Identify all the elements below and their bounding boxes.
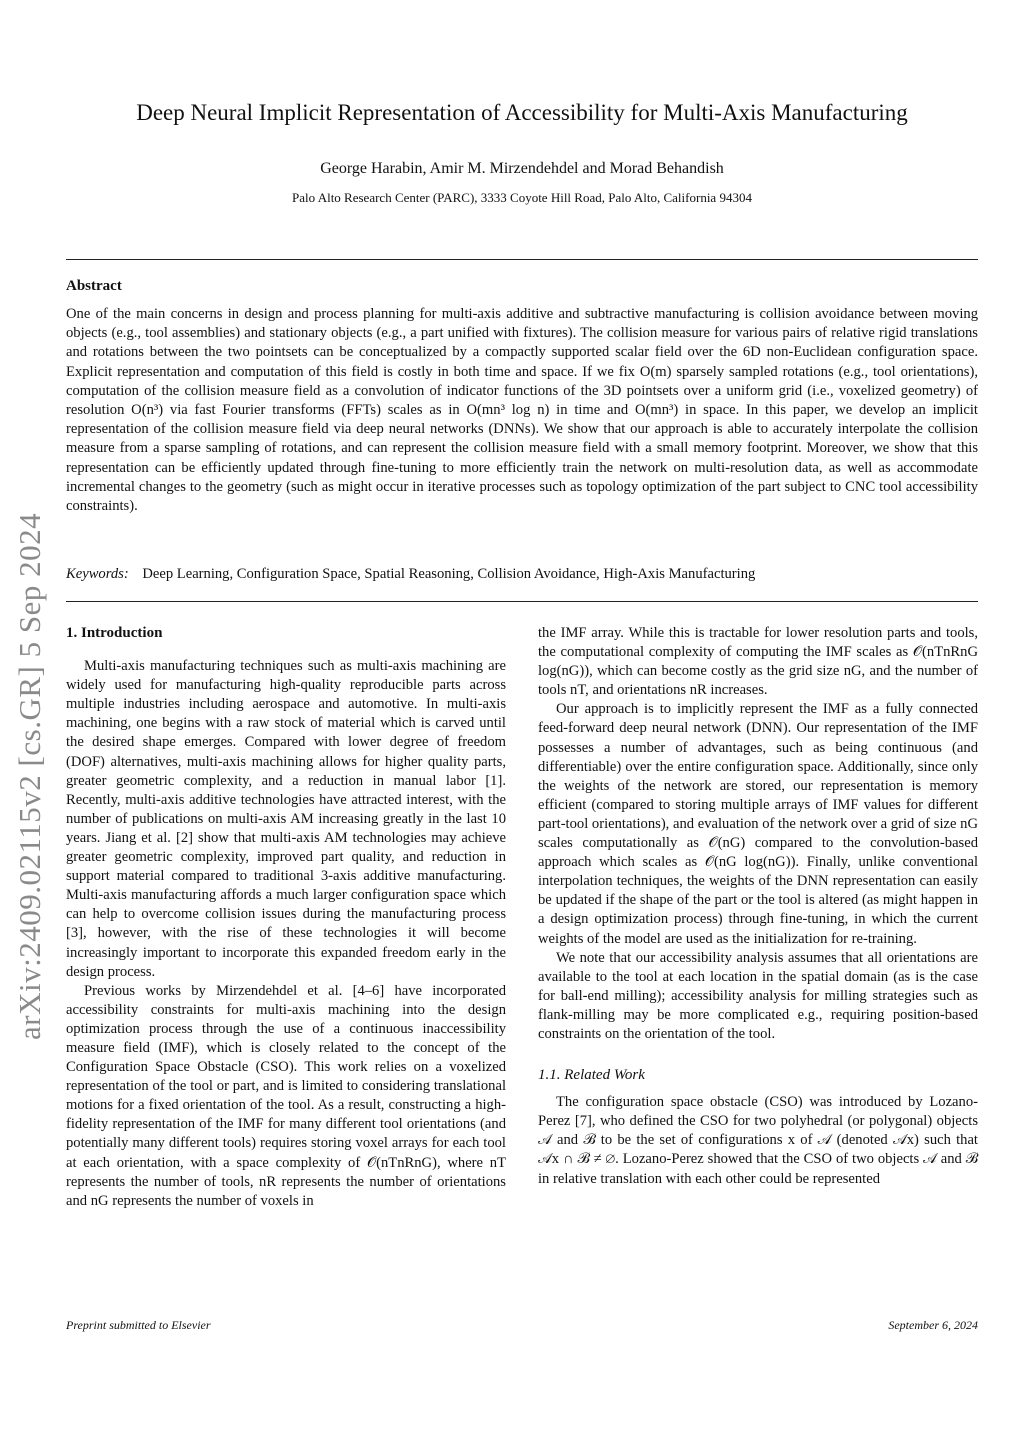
intro-paragraph-1: Multi-axis manufacturing techniques such as multi-axis machining are widely used for manufacturing high-quality reproducible parts across multiple industries including aerospace and automotive. In multi-axis machining, one begins with a raw stock of material which is carved until the desired shape emerges. Compared with lower degree of freedom (DOF) alternatives, multi-axis machining allows for higher quality parts, greater geometric complexity, and a reduction in manual labor [1]. Recently, multi-axis additive technologies have attracted interest, with the number of publications on multi-axis AM increasing greatly in the last 10 years. Jiang et al. [2] show that multi-axis AM technologies may achieve greater geometric complexity, improved part quality, and reduction in support material compared to traditional 3-axis additive manufacturing. Multi-axis manufacturing affords a much larger configuration space which can help to overcome collision issues during the manufacturing process [3], however, with the rise of these technologies it will become increasingly important to incorporate this expanded freedom early in the design process.	[66, 658, 506, 980]
intro-paragraph-4: Our approach is to implicitly represent the IMF as a fully connected feed-forward deep neural network (DNN). Our representation of the IMF possesses a number of advantages, such as being continuous (and differentiable) over the entire configuration space. Additionally, since only the weights of the network are stored, our representation is memory efficient (compared to storing multiple arrays of IMF values for different part-tool orientations), and evaluation of the network over a grid of size nG scales computationally as 𝒪(nG) compared to the convolution-based approach which scales as 𝒪(nG log(nG)). Finally, unlike conventional interpolation techniques, the weights of the DNN representation can easily be updated if the shape of the part or the tool is altered (as might happen in a design optimization process) through fine-tuning, in which the current weights of the model are used as the initialization for re-training.	[538, 701, 978, 947]
author-affiliation: Palo Alto Research Center (PARC), 3333 Coyote Hill Road, Palo Alto, California 94304	[292, 190, 752, 205]
abstract-bottom-rule	[66, 601, 978, 602]
abstract-body: One of the main concerns in design and process planning for multi-axis additive and subtractive manufacturing is collision avoidance between moving objects (e.g., tool assemblies) and stationary objects (e.g., a part unified with fixtures). The collision measure for various pairs of relative rigid translations and rotations between the two pointsets can be conceptualized by a compactly supported scalar field over the 6D non-Euclidean configuration space. Explicit representation and computation of this field is costly in both time and space. If we fix O(m) sparsely sampled rotations (e.g., tool orientations), computation of the collision measure field as a convolution of indicator functions of the 3D pointsets over a uniform grid (i.e., voxelized geometry) of resolution O(n³) via fast Fourier transforms (FFTs) scales as in O(mn³ log n) in time and O(mn³) in space. In this paper, we develop an implicit representation of the collision measure field via deep neural networks (DNNs). We show that our approach is able to accurately interpolate the collision measure from a sparse sampling of rotations, and can represent the collision measure field with a small memory footprint. Moreover, we show that this representation can be efficiently updated through fine-tuning to more efficiently train the network on multi-resolution data, as well as accommodate incremental changes to the geometry (such as might occur in iterative processes such as topology optimization of the part subject to CNC tool accessibility constraints).	[66, 306, 978, 515]
related-work-paragraph-1: The configuration space obstacle (CSO) was introduced by Lozano-Perez [7], who defined the CSO for two polyhedral (or polygonal) objects 𝒜 and ℬ to be the set of configurations x of 𝒜 (denoted 𝒜x) such that 𝒜x ∩ ℬ ≠ ∅. Lozano-Perez showed that the CSO of two objects 𝒜 and ℬ in relative translation with each other could be represented	[538, 1094, 978, 1187]
intro-paragraph-2: Previous works by Mirzendehdel et al. [4–6] have incorporated accessibility constraints for multi-axis machining into the design optimization process through the use of a continuous inaccessibility measure field (IMF), which is closely related to the concept of the Configuration Space Obstacle (CSO). This work relies on a voxelized representation of the tool or part, and is limited to considering translational motions for a fixed orientation of the tool. As a result, constructing a high-fidelity representation of the IMF for many different tool orientations (and potentially many different tools) requires storing voxel arrays for each tool at each orientation, with a space complexity of 𝒪(nTnRnG), where nT represents the number of tools, nR represents the number of orientations and nG represents the number of voxels in	[66, 982, 506, 1209]
footer-date: September 6, 2024	[888, 1318, 978, 1332]
arxiv-identifier-stamp[interactable]: arXiv:2409.02115v2 [cs.GR] 5 Sep 2024	[12, 512, 47, 1040]
author-list: George Harabin, Amir M. Mirzendehdel and Morad Behandish	[320, 160, 724, 177]
abstract-top-rule	[66, 259, 978, 260]
left-column	[66, 624, 506, 1211]
section-heading-introduction: 1. Introduction	[66, 625, 163, 641]
keywords-text: Deep Learning, Configuration Space, Spatial Reasoning, Collision Avoidance, High-Axis Manufacturing	[142, 566, 756, 582]
footer-submission-note: Preprint submitted to Elsevier	[66, 1318, 211, 1332]
subsection-heading-related-work: 1.1. Related Work	[538, 1067, 645, 1084]
keywords-label: Keywords:	[66, 566, 129, 582]
right-column	[538, 624, 978, 1189]
paper-title: Deep Neural Implicit Representation of Accessibility for Multi-Axis Manufacturing	[136, 100, 908, 125]
intro-paragraph-3: the IMF array. While this is tractable for lower resolution parts and tools, the computational complexity of computing the IMF scales as 𝒪(nTnRnG log(nG)), which can become costly as the grid size nG, and the number of tools nT, and orientations nR increases.	[538, 625, 978, 699]
intro-paragraph-5: We note that our accessibility analysis assumes that all orientations are available to the tool at each location in the spatial domain (as is the case for ball-end milling); accessibility analysis for milling strategies such as flank-milling may be more complicated e.g., requiring position-based constraints on the orientation of the tool.	[538, 949, 978, 1042]
abstract-heading: Abstract	[66, 278, 122, 294]
keywords-line	[66, 566, 978, 583]
